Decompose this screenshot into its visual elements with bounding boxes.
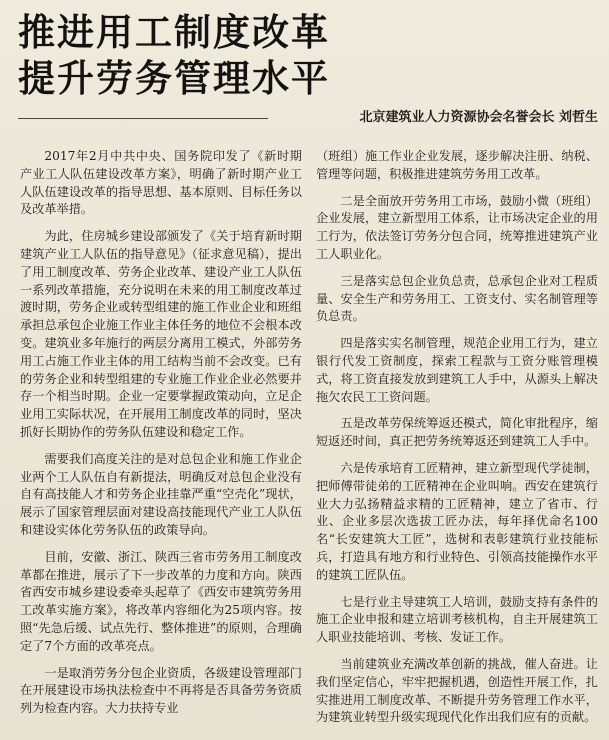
paragraph: 一是取消劳务分包企业资质，各级建设管理部门在开展建设市场执法检查中不再将是否具备劳务资质列为检查内容。大力扶持专业 [20, 665, 302, 716]
paragraph: 2017年2月中共中央、国务院印发了《新时期产业工人队伍建设改革方案》，明确了新时期产业工人队伍建设改革的指导思想、基本原则、目标任务以及改革举措。 [20, 149, 302, 217]
byline-row [18, 108, 598, 128]
paragraph: 六是传承培育工匠精神，建立新型现代学徒制，把师傅带徒弟的工匠精神在企业叫响。西安在建筑行业大力弘扬精益求精的工匠精神，建立了省市、行业、企业多层次选拔工匠办法，每年择优命名100名“长安建筑大工匠”，选树和表彰建筑行业技能标兵，打造具有地方和行业特色、引领高技能操作水平的建筑工匠队伍。 [316, 460, 598, 582]
byline-rule [18, 118, 268, 119]
headline-line-1: 推进用工制度改革 [18, 11, 330, 54]
paragraph: 三是落实总包企业负总责，总承包企业对工程质量、安全生产和劳务用工、工资支付、实名制管理等负总责。 [316, 273, 598, 324]
paragraph: 二是全面放开劳务用工市场，鼓励小微（班组）企业发展，建立新型用工体系，让市场决定企业的用工行为，依法签订劳务分包合同，统筹推进建筑产业工人职业化。 [316, 193, 598, 261]
paragraph: 目前，安徽、浙江、陕西三省市劳务用工制度改革都在推进，展示了下一步改革的力度和方向。陕西省西安市城乡建设委牵头起草了《西安市建筑劳务用工改革实施方案》，将改革内容细化为25项内容。按照“先急后缓、试点先行、整体推进”的原则，合理确定了7个方面的改革亮点。 [20, 549, 302, 653]
paragraph: 当前建筑业充满改革创新的挑战，催人奋进。让我们坚定信心，牢牢把握机遇，创造性开展工作，扎实推进用工制度改革、不断提升劳务管理工作水平，为建筑业转型升级实现现代化作出我们应有的贡献。 [316, 656, 598, 725]
paragraph: 四是落实实名制管理，规范企业用工行为，建立银行代发工资制度，探索工程款与工资分账管理模式，将工资直接发放到建筑工人手中，从源头上解决拖欠农民工工资问题。 [316, 336, 598, 404]
paragraph-continued: （班组）施工作业企业发展，逐步解决注册、纳税、管理等问题，积极推进建筑劳务用工改革。 [316, 149, 598, 181]
byline: 北京建筑业人力资源协会名誉会长 刘哲生 [359, 110, 598, 125]
paragraph: 为此，住房城乡建设部颁发了《关于培育新时期建筑产业工人队伍的指导意见》（征求意见稿），提出了用工制度改革、劳务企业改革、建设产业工人队伍一系列改革措施，充分说明在未来的用工制度改革过渡时期，劳务企业或转型组建的施工作业企业和班组承担总承包企业施工作业主体任务的地位不会根本改变。建筑业多年施行的两层分离用工模式，外部劳务用工占施工作业主体的用工结构当前不会改变。已有的劳务企业和转型组建的专业施工作业企业必然要并存一个相当时期。企业一定要掌握政策动向，立足企业用工实际状况，在开展用工制度改革的同时，坚决抓好长期协作的劳务队伍建设和稳定工作。 [20, 229, 302, 439]
article-column-right [316, 148, 598, 738]
article-column-left [20, 148, 302, 738]
article-headline [18, 10, 478, 102]
paragraph: 需要我们高度关注的是对总包企业和施工作业企业两个工人队伍自有新提法，明确反对总包企业没有自有高技能人才和劳务企业挂靠严重“空壳化”现状，展示了国家管理层面对建设高技能现代产业工人队伍和建设实体化劳务队伍的政策导向。 [20, 451, 302, 537]
paragraph: 五是改革劳保统筹返还模式，简化审批程序，缩短返还时间，真正把劳务统筹返还到建筑工人手中。 [316, 416, 598, 449]
paragraph: 七是行业主导建筑工人培训，鼓励支持有条件的施工企业申报和建立培训考核机构，自主开展建筑工人职业技能培训、考核、发证工作。 [316, 594, 598, 645]
headline-line-2: 提升劳务管理水平 [18, 57, 330, 100]
